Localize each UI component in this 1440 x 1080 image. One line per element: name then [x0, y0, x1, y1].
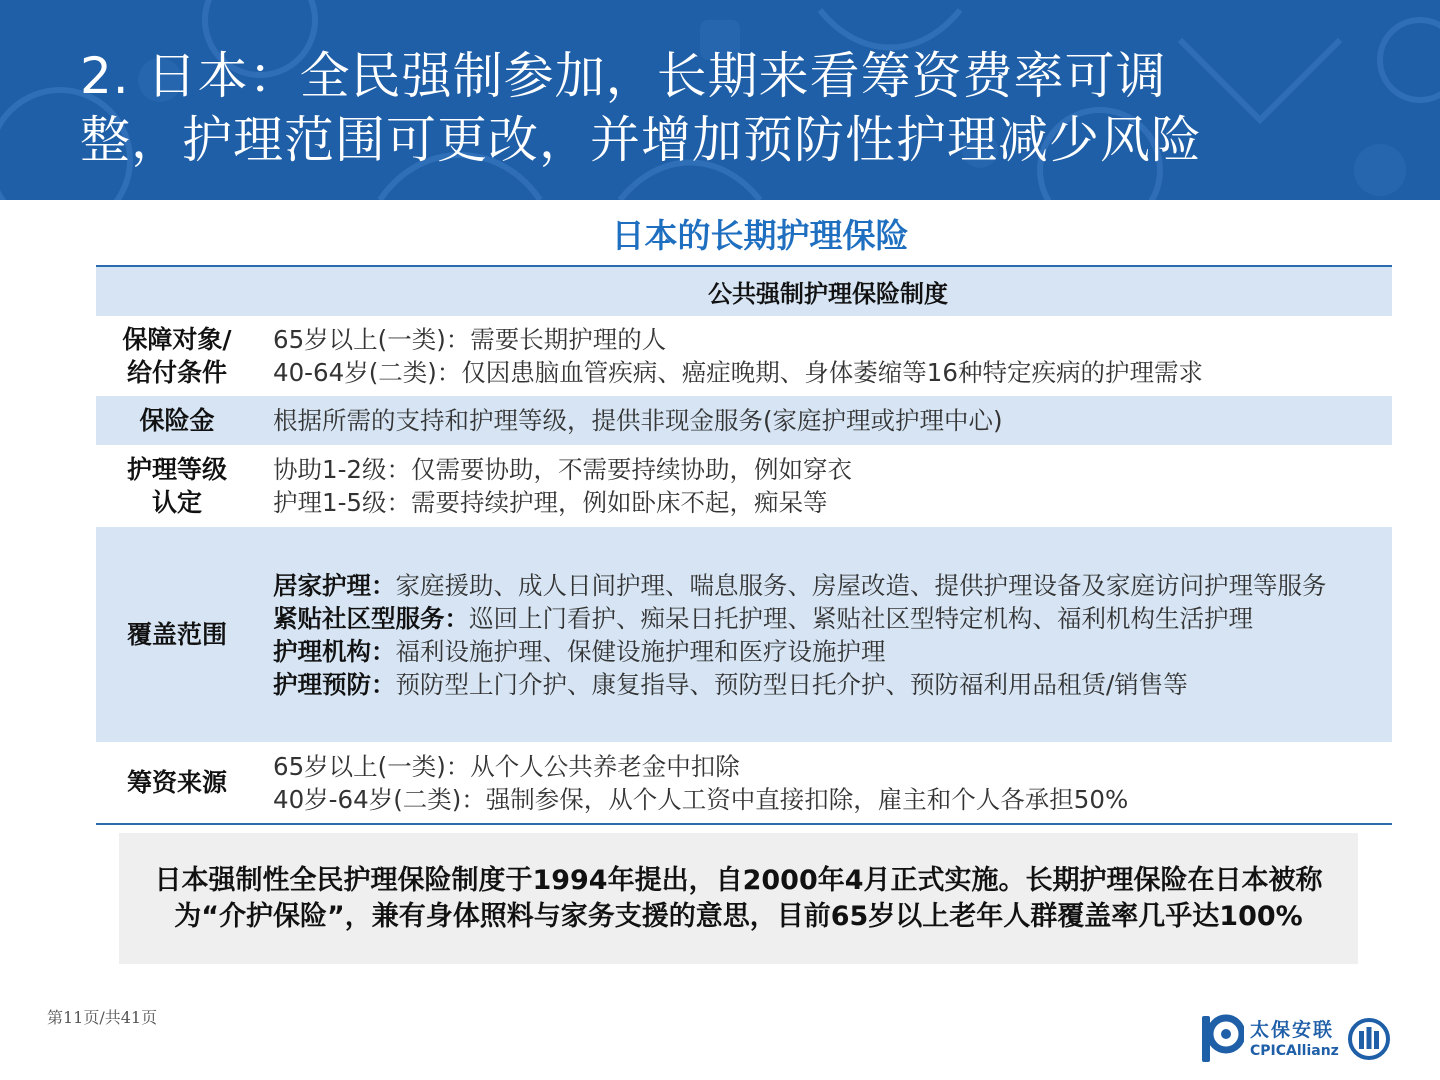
page-number: 第11页/共41页 [47, 1008, 158, 1027]
coverage-item [273, 569, 1372, 602]
table-row [96, 316, 1392, 396]
row-line: 40-64岁(二类)：仅因患脑血管疾病、癌症晚期、身体萎缩等16种特定疾病的护理需求 [273, 358, 1203, 387]
company-logo [1200, 1014, 1391, 1064]
row-content [258, 323, 1392, 389]
slide-title-line1: 2. 日本：全民强制参加，长期来看筹资费率可调 [80, 47, 1167, 105]
coverage-item-text: 福利设施护理、保健设施护理和医疗设施护理 [395, 636, 886, 666]
cpic-logo-icon [1200, 1014, 1244, 1064]
summary-text: 日本强制性全民护理保险制度于1994年提出，自2000年4月正式实施。长期护理保险在日本被称为“介护保险”，兼有身体照料与家务支援的意思，目前65岁以上老年人群覆盖率几乎达100% [154, 864, 1323, 932]
allianz-logo-icon [1347, 1017, 1391, 1061]
logo-cn-text: 太保安联 [1250, 1019, 1335, 1041]
row-label: 保险金 [139, 406, 215, 435]
coverage-item [273, 668, 1372, 701]
coverage-item [273, 635, 1372, 668]
row-line: 护理1-5级：需要持续护理，例如卧床不起，痴呆等 [273, 488, 828, 517]
table-title: 日本的长期护理保险 [611, 216, 909, 255]
slide-title-line2: 整，护理范围可更改，并增加预防性护理减少风险 [80, 111, 1202, 169]
coverage-item-text: 家庭援助、成人日间护理、喘息服务、房屋改造、提供护理设备及家庭访问护理等服务 [395, 570, 1327, 600]
row-line: 40岁-64岁(二类)：强制参保，从个人工资中直接扣除，雇主和个人各承担50% [273, 784, 1129, 814]
table-row [96, 527, 1392, 742]
coverage-item [273, 602, 1372, 635]
header-banner [0, 0, 1440, 200]
row-content [258, 750, 1392, 816]
row-line: 根据所需的支持和护理等级，提供非现金服务(家庭护理或护理中心) [273, 406, 1003, 435]
row-line: 协助1-2级：仅需要协助，不需要持续协助，例如穿衣 [273, 455, 853, 484]
coverage-item-key: 紧贴社区型服务： [273, 603, 469, 633]
table-header-row [96, 267, 1392, 316]
logo-en-text: CPICAllianz [1250, 1043, 1339, 1059]
row-content [258, 404, 1392, 437]
coverage-item-key: 居家护理： [273, 570, 396, 600]
slide-title [80, 44, 1380, 172]
row-content [258, 569, 1392, 701]
summary-box [119, 833, 1358, 964]
row-label: 覆盖范围 [126, 620, 227, 649]
logo-text [1250, 1018, 1339, 1060]
coverage-item-text: 预防型上门介护、康复指导、预防型日托介护、预防福利用品租赁/销售等 [395, 669, 1188, 699]
table-row [96, 396, 1392, 445]
coverage-item-text: 巡回上门看护、痴呆日托护理、紧贴社区型特定机构、福利机构生活护理 [469, 603, 1253, 633]
insurance-table [96, 265, 1392, 825]
coverage-item-key: 护理机构： [273, 636, 396, 666]
row-label: 保障对象/ 给付条件 [122, 325, 232, 387]
table-row [96, 742, 1392, 823]
row-line: 65岁以上(一类)：从个人公共养老金中扣除 [273, 751, 740, 781]
row-line: 65岁以上(一类)：需要长期护理的人 [273, 325, 667, 354]
table-header-label: 公共强制护理保险制度 [708, 280, 948, 308]
row-content [258, 453, 1392, 519]
coverage-item-key: 护理预防： [273, 669, 396, 699]
table-row [96, 445, 1392, 527]
row-label: 护理等级 认定 [126, 455, 227, 517]
row-label: 筹资来源 [126, 768, 227, 797]
